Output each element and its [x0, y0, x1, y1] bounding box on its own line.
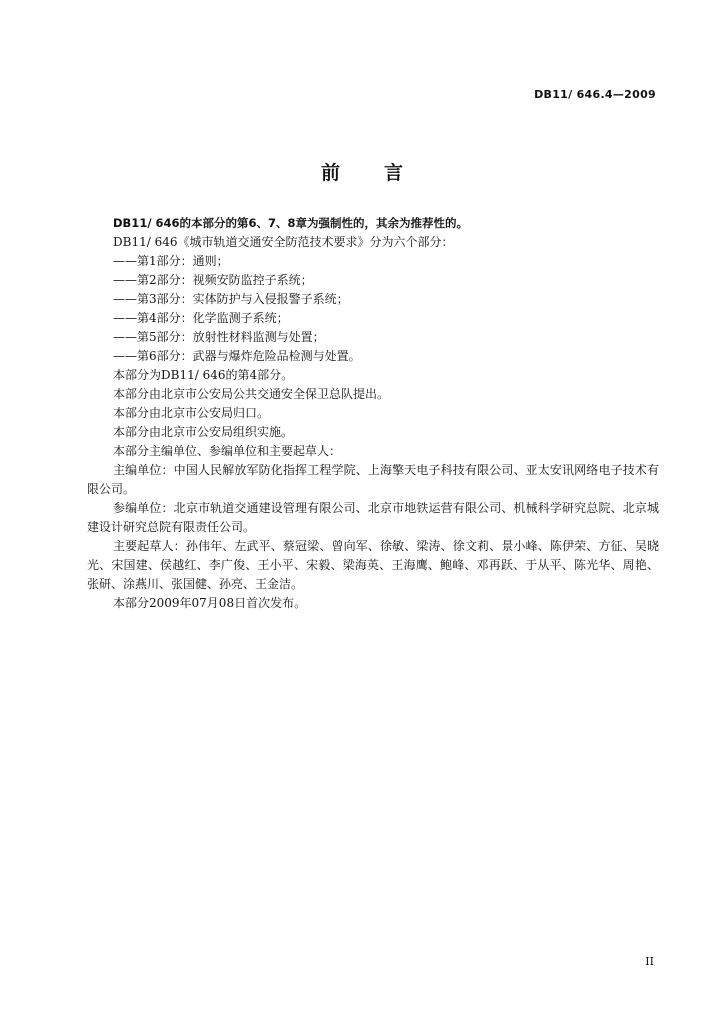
- document-code: DB11/ 646.4—2009: [534, 88, 656, 101]
- foreword-body: [87, 214, 659, 613]
- list-item-part-4: ——第4部分：化学监测子系统；: [113, 311, 289, 325]
- paragraph-implemented-by: 本部分由北京市公安局组织实施。: [113, 425, 294, 439]
- paragraph-release-date: 本部分2009年07月08日首次发布。: [113, 596, 307, 610]
- list-item-part-6: ——第6部分：武器与爆炸危险品检测与处置。: [113, 349, 361, 363]
- page-title: [0, 158, 724, 185]
- paragraph-drafters: 主要起草人：孙伟年、左武平、蔡冠梁、曾向军、徐敏、梁涛、徐文莉、景小峰、陈伊荣、方征、吴晓光、宋国建、侯越红、李广俊、王小平、宋毅、梁海英、王海鹰、鲍峰、邓再跃、于从平、陈光华、周艳、张研、涂燕川、张国健、孙亮、王金洁。: [87, 539, 659, 591]
- paragraph-proposed-by: 本部分由北京市公安局公共交通安全保卫总队提出。: [113, 387, 390, 401]
- list-item-part-5: ——第5部分：放射性材料监测与处置；: [113, 330, 325, 344]
- paragraph-participating-units: 参编单位：北京市轨道交通建设管理有限公司、北京市地铁运营有限公司、机械科学研究总院、北京城建设计研究总院有限责任公司。: [87, 501, 659, 534]
- page-number: II: [645, 955, 654, 968]
- paragraph-contributors-intro: 本部分主编单位、参编单位和主要起草人：: [113, 444, 342, 458]
- title-part-1: 前: [320, 162, 340, 184]
- list-item-part-2: ——第2部分：视频安防监控子系统；: [113, 273, 313, 287]
- list-item-part-3: ——第3部分：实体防护与入侵报警子系统；: [113, 292, 349, 306]
- paragraph-parts-intro: DB11/ 646《城市轨道交通安全防范技术要求》分为六个部分：: [113, 235, 454, 249]
- title-part-2: 言: [384, 162, 404, 184]
- paragraph-administered-by: 本部分由北京市公安局归口。: [113, 406, 270, 420]
- paragraph-mandatory-note: DB11/ 646的本部分的第6、7、8章为强制性的，其余为推荐性的。: [113, 216, 469, 230]
- paragraph-chief-units: 主编单位：中国人民解放军防化指挥工程学院、上海擎天电子科技有限公司、亚太安讯网络电子技术有限公司。: [87, 463, 659, 496]
- list-item-part-1: ——第1部分：通则；: [113, 254, 229, 268]
- paragraph-this-part: 本部分为DB11/ 646的第4部分。: [113, 368, 294, 382]
